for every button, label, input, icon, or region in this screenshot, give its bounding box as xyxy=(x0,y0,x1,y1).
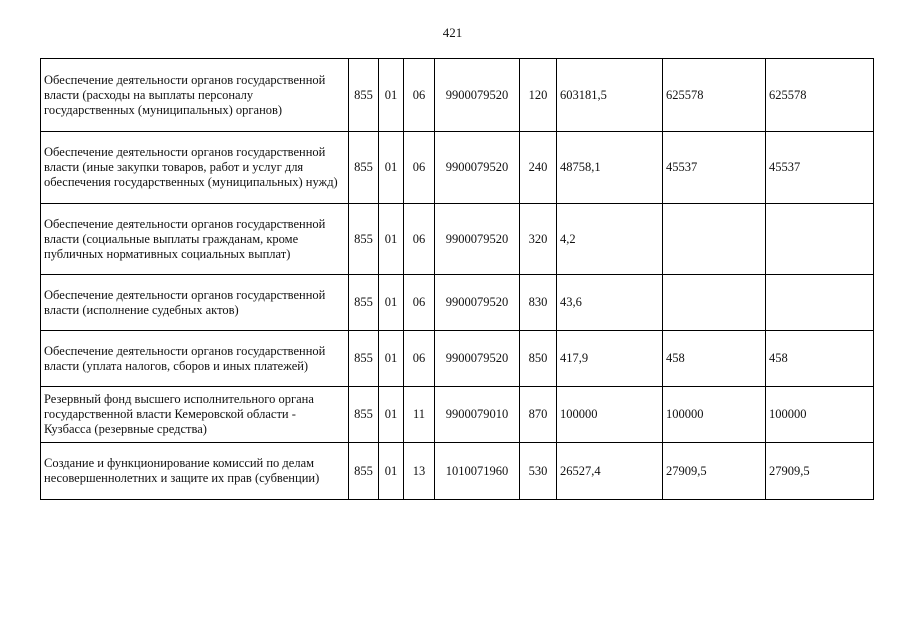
expense-type-code: 120 xyxy=(520,59,557,132)
section-code: 01 xyxy=(379,387,404,443)
row-name: Обеспечение деятельности органов государственной власти (социальные выплаты гражданам, кроме публичных нормативных социальных выплат) xyxy=(41,204,349,275)
amount-year-1: 603181,5 xyxy=(557,59,663,132)
subsection-code: 06 xyxy=(404,59,435,132)
expense-type-code: 850 xyxy=(520,331,557,387)
table-row xyxy=(41,331,874,387)
amount-year-2: 625578 xyxy=(663,59,766,132)
table-row xyxy=(41,387,874,443)
subsection-code: 06 xyxy=(404,132,435,204)
ministry-code: 855 xyxy=(349,132,379,204)
subsection-code: 06 xyxy=(404,275,435,331)
row-name: Создание и функционирование комиссий по делам несовершеннолетних и защите их прав (субвенции) xyxy=(41,443,349,500)
row-name: Обеспечение деятельности органов государственной власти (исполнение судебных актов) xyxy=(41,275,349,331)
ministry-code: 855 xyxy=(349,59,379,132)
target-article-code: 9900079520 xyxy=(435,59,520,132)
ministry-code: 855 xyxy=(349,204,379,275)
row-name: Обеспечение деятельности органов государственной власти (иные закупки товаров, работ и услуг для обеспечения государственных (муниципальных) нужд) xyxy=(41,132,349,204)
ministry-code: 855 xyxy=(349,275,379,331)
table-row xyxy=(41,275,874,331)
amount-year-3: 625578 xyxy=(766,59,874,132)
table-row xyxy=(41,59,874,132)
amount-year-2 xyxy=(663,275,766,331)
target-article-code: 9900079520 xyxy=(435,204,520,275)
section-code: 01 xyxy=(379,132,404,204)
ministry-code: 855 xyxy=(349,387,379,443)
amount-year-3: 100000 xyxy=(766,387,874,443)
target-article-code: 9900079010 xyxy=(435,387,520,443)
section-code: 01 xyxy=(379,275,404,331)
amount-year-2: 45537 xyxy=(663,132,766,204)
amount-year-3: 27909,5 xyxy=(766,443,874,500)
amount-year-3 xyxy=(766,204,874,275)
amount-year-1: 4,2 xyxy=(557,204,663,275)
amount-year-3: 45537 xyxy=(766,132,874,204)
amount-year-1: 26527,4 xyxy=(557,443,663,500)
target-article-code: 1010071960 xyxy=(435,443,520,500)
row-name: Обеспечение деятельности органов государственной власти (расходы на выплаты персоналу государственных (муниципальных) органов) xyxy=(41,59,349,132)
amount-year-2: 100000 xyxy=(663,387,766,443)
expense-type-code: 830 xyxy=(520,275,557,331)
amount-year-2: 27909,5 xyxy=(663,443,766,500)
page-number: 421 xyxy=(442,25,463,40)
section-code: 01 xyxy=(379,443,404,500)
section-code: 01 xyxy=(379,331,404,387)
expense-type-code: 870 xyxy=(520,387,557,443)
target-article-code: 9900079520 xyxy=(435,331,520,387)
expense-type-code: 530 xyxy=(520,443,557,500)
amount-year-2: 458 xyxy=(663,331,766,387)
ministry-code: 855 xyxy=(349,331,379,387)
amount-year-1: 43,6 xyxy=(557,275,663,331)
ministry-code: 855 xyxy=(349,443,379,500)
table-row xyxy=(41,132,874,204)
section-code: 01 xyxy=(379,59,404,132)
amount-year-3: 458 xyxy=(766,331,874,387)
row-name: Обеспечение деятельности органов государственной власти (уплата налогов, сборов и иных платежей) xyxy=(41,331,349,387)
row-name: Резервный фонд высшего исполнительного органа государственной власти Кемеровской области - Кузбасса (резервные средства) xyxy=(41,387,349,443)
amount-year-1: 100000 xyxy=(557,387,663,443)
subsection-code: 06 xyxy=(404,331,435,387)
amount-year-1: 48758,1 xyxy=(557,132,663,204)
amount-year-3 xyxy=(766,275,874,331)
table-row xyxy=(41,204,874,275)
table-row xyxy=(41,443,874,500)
amount-year-1: 417,9 xyxy=(557,331,663,387)
budget-table xyxy=(40,58,874,500)
section-code: 01 xyxy=(379,204,404,275)
target-article-code: 9900079520 xyxy=(435,132,520,204)
subsection-code: 06 xyxy=(404,204,435,275)
expense-type-code: 240 xyxy=(520,132,557,204)
target-article-code: 9900079520 xyxy=(435,275,520,331)
subsection-code: 11 xyxy=(404,387,435,443)
subsection-code: 13 xyxy=(404,443,435,500)
expense-type-code: 320 xyxy=(520,204,557,275)
amount-year-2 xyxy=(663,204,766,275)
